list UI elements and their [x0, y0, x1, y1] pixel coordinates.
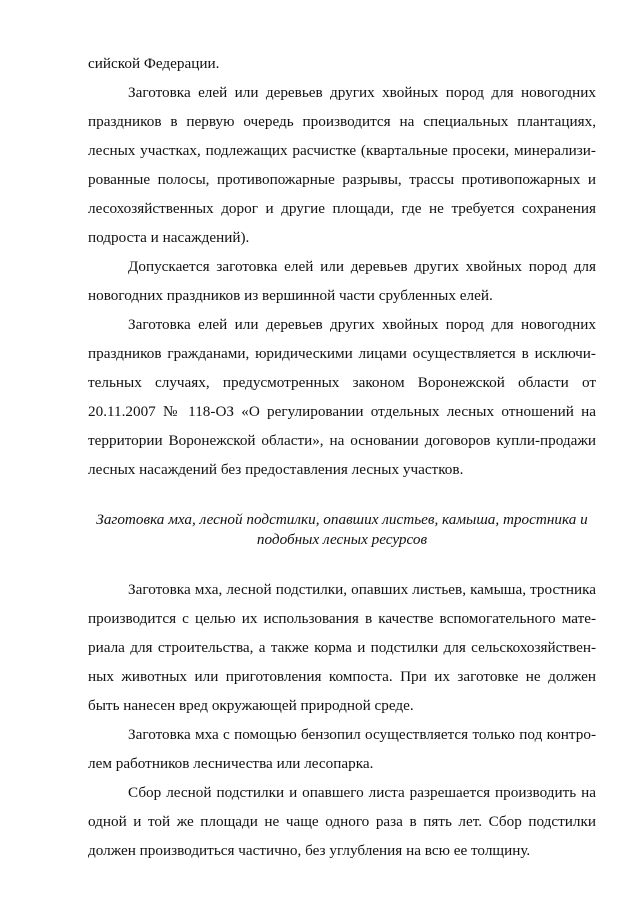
text-line: Допускается заготовка елей или деревьев других хвойных пород для — [128, 258, 596, 275]
text-line: лесных насаждений без предоставления лесных участков. — [88, 461, 464, 478]
text-line: Сбор лесной подстилки и опавшего листа разрешается производить на — [128, 784, 596, 801]
text-line: риала для строительства, а также корма и подстилки для сельскохозяйствен- — [88, 639, 596, 656]
document-page — [88, 54, 596, 861]
text-line: 20.11.2007 № 118-ОЗ «О регулировании отдельных лесных отношений на — [88, 403, 596, 420]
paragraph-treetops — [88, 257, 596, 306]
text-line: лем работников лесничества или лесопарка. — [88, 755, 374, 772]
text-line: территории Воронежской области», на основании договоров купли-продажи — [88, 432, 596, 449]
text-line: подроста и насаждений). — [88, 229, 250, 246]
paragraph-moss-purpose — [88, 580, 596, 716]
text-line: Заготовка елей или деревьев других хвойных пород для новогодних — [128, 316, 596, 333]
text-line: должен производиться частично, без углубления на всю ее толщину. — [88, 842, 531, 859]
paragraph-citizens — [88, 315, 596, 480]
paragraph-plantations — [88, 83, 596, 248]
paragraph-chainsaws — [88, 725, 596, 774]
text-line: новогодних праздников из вершинной части срубленных елей. — [88, 287, 493, 304]
text-line: производится с целью их использования в качестве вспомогательного мате- — [88, 610, 596, 627]
text-line: ных животных или приготовления компоста. При их заготовке не должен — [88, 668, 596, 685]
section-heading — [88, 510, 596, 550]
text-line: одной и той же площади не чаще одного раза в пять лет. Сбор подстилки — [88, 813, 596, 830]
text-line: тельных случаях, предусмотренных законом Воронежской области от — [88, 374, 596, 391]
text-line: лесных участках, подлежащих расчистке (квартальные просеки, минерализи- — [88, 142, 596, 159]
text-line: быть нанесен вред окружающей природной среде. — [88, 697, 414, 714]
text-line: праздников гражданами, юридическими лицами осуществляется в исключи- — [88, 345, 596, 362]
text-line: рованные полосы, противопожарные разрывы, трассы противопожарных и — [88, 171, 596, 188]
text-line: Заготовка елей или деревьев других хвойных пород для новогодних — [128, 84, 596, 101]
section-heading-line-2: подобных лесных ресурсов — [256, 531, 428, 548]
text-line: Заготовка мха, лесной подстилки, опавших листьев, камыша, тростника — [128, 581, 596, 598]
continuation-line: сийской Федерации. — [88, 55, 220, 72]
section-heading-line-1: Заготовка мха, лесной подстилки, опавших листьев, камыша, тростника и — [96, 511, 588, 528]
paragraph-litter-collection — [88, 783, 596, 861]
text-line: Заготовка мха с помощью бензопил осуществляется только под контро- — [128, 726, 596, 743]
text-line: праздников в первую очередь производится на специальных плантациях, — [88, 113, 596, 130]
text-line: лесохозяйственных дорог и другие площади, где не требуется сохранения — [88, 200, 596, 217]
